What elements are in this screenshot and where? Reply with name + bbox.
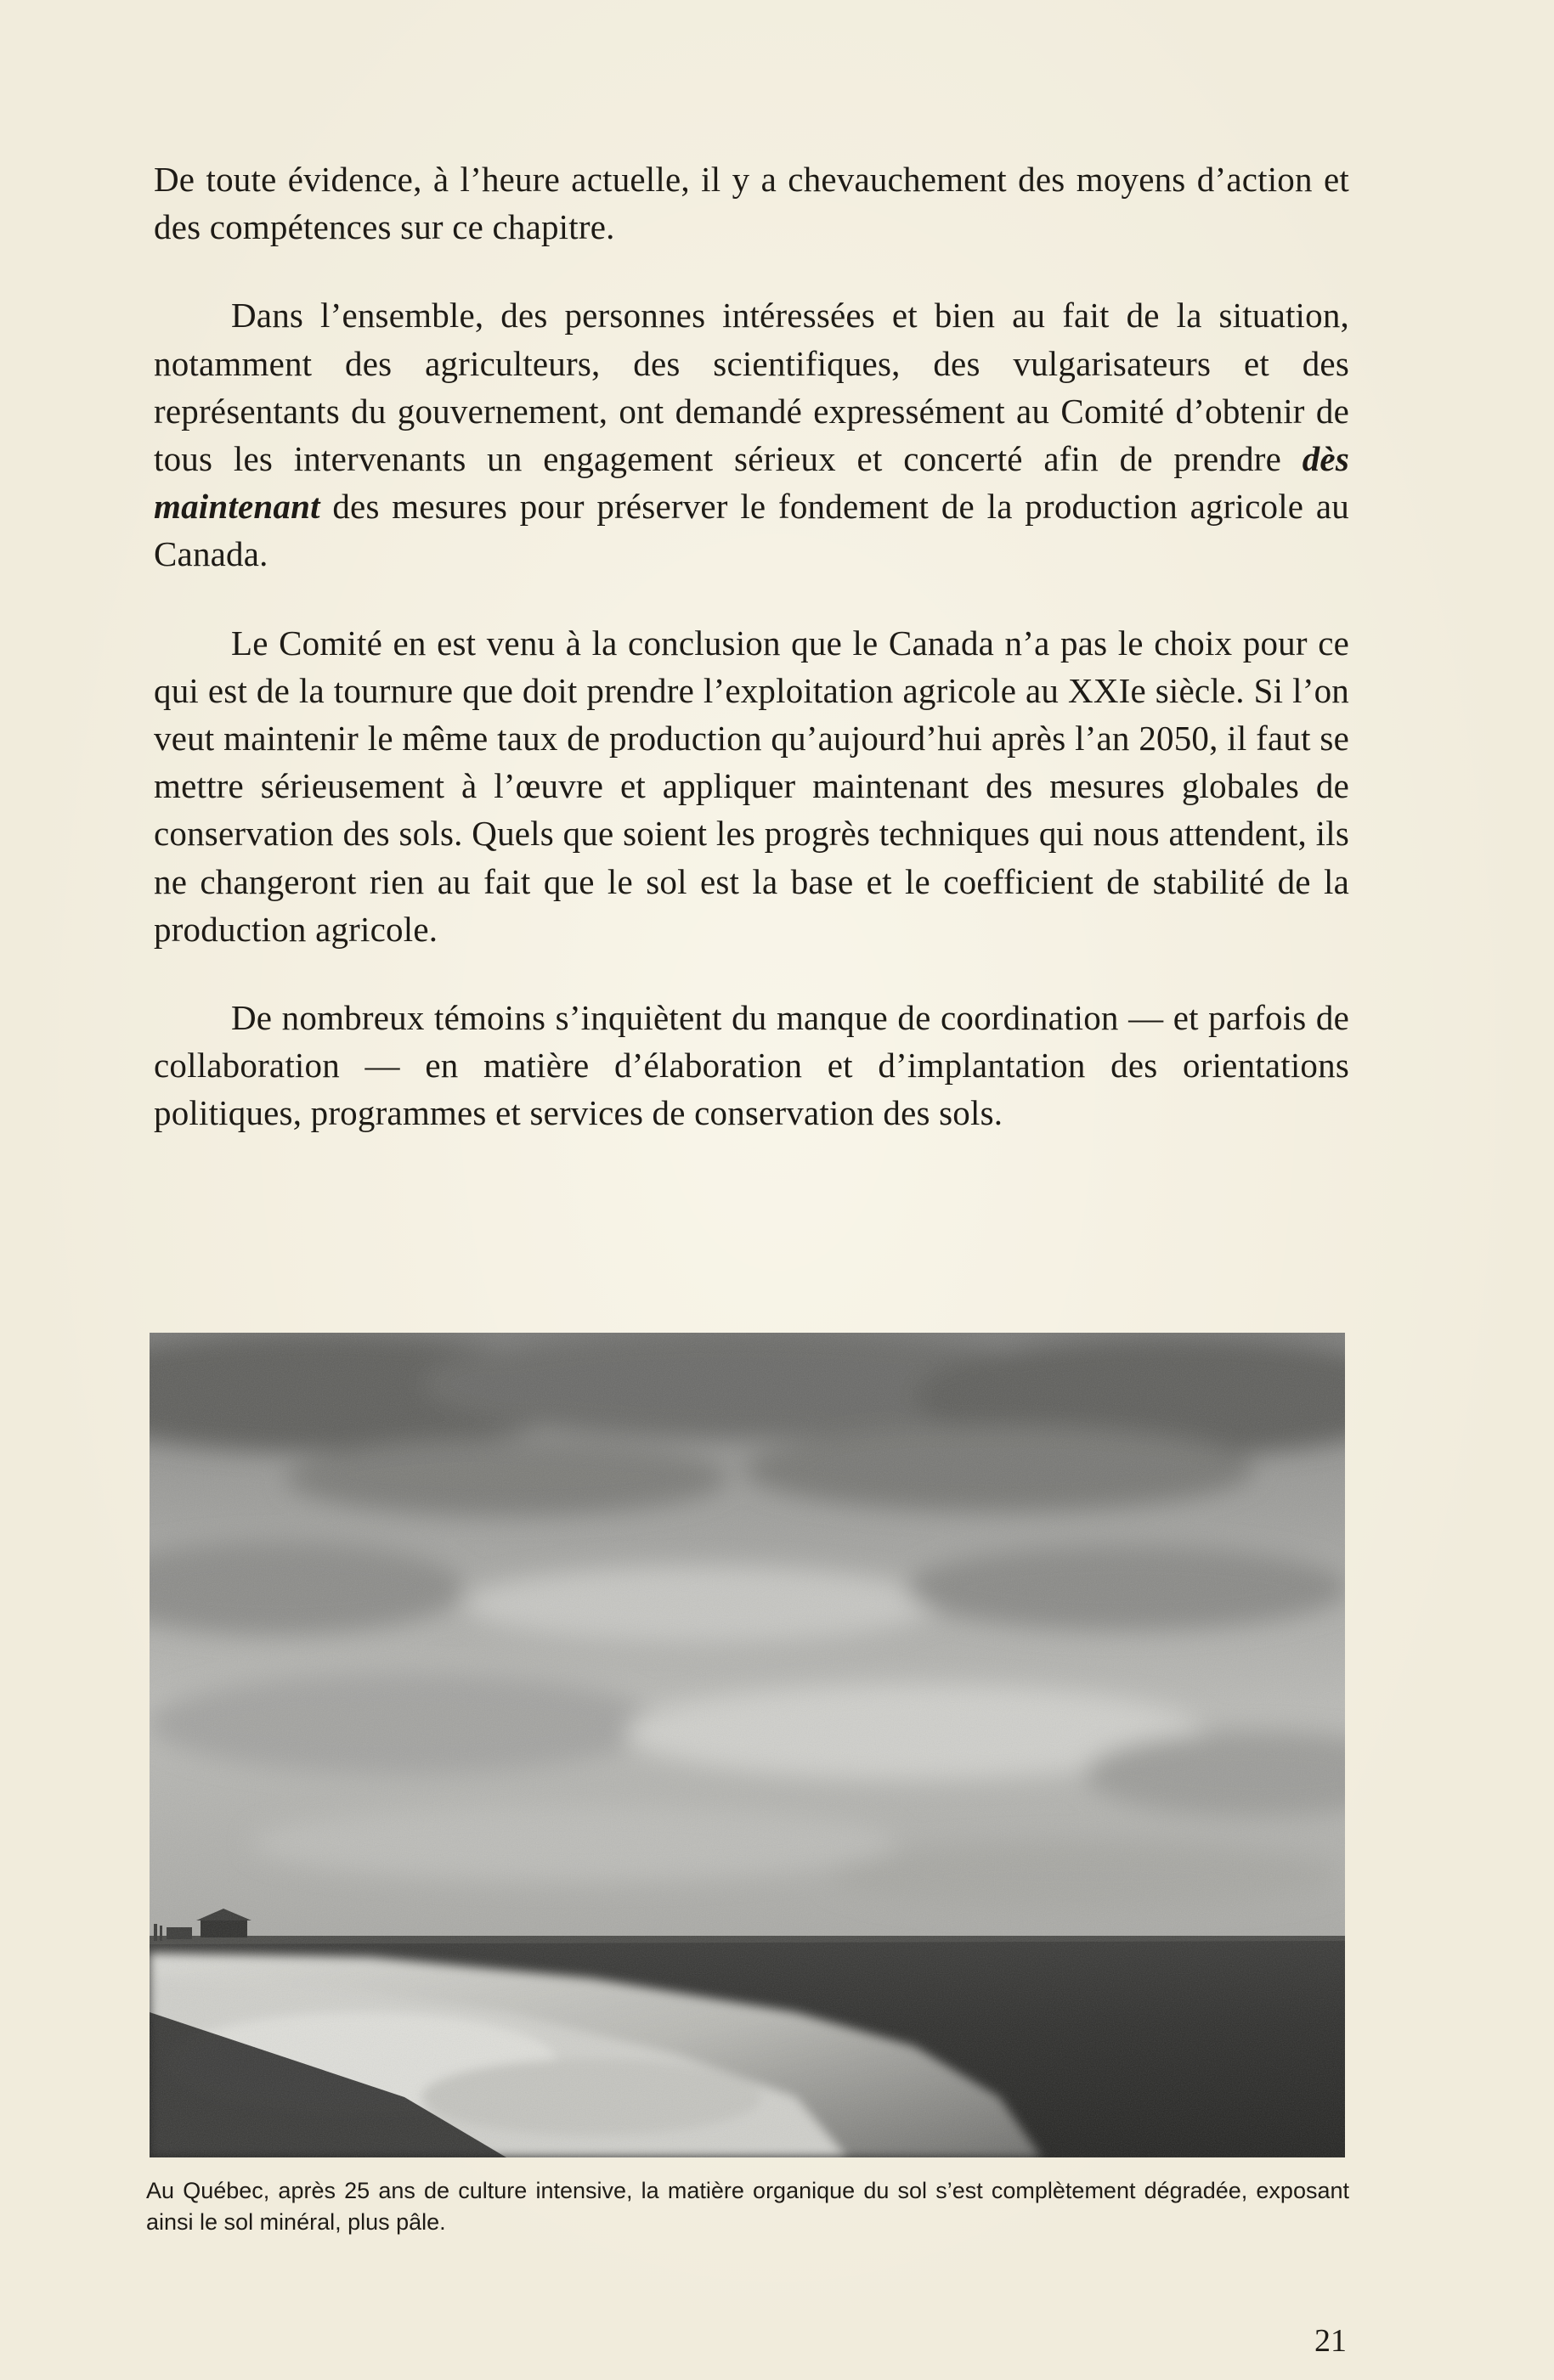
photo-caption: Au Québec, après 25 ans de culture intensive, la matière organique du sol s’est complètement dégradée, exposant ainsi le sol minéral, plus pâle.	[146, 2178, 1349, 2235]
field-photo-image	[150, 1333, 1345, 2157]
paragraph-2-text-after: des mesures pour préserver le fondement de la production agricole au Canada.	[154, 487, 1349, 574]
paragraph-2	[154, 291, 1349, 578]
field-photo	[150, 1333, 1345, 2157]
photo-grain	[150, 1333, 1345, 2157]
paragraph-3	[154, 619, 1349, 953]
paragraph-2-text: Dans l’ensemble, des personnes intéressées et bien au fait de la situation, notamment des agriculteurs, des scientifiques, des vulgarisateurs et des représentants du gouvernement, ont demandé expressément au Comité d’obtenir de tous les intervenants un engagement sérieux et concerté afin de prendre	[154, 296, 1349, 479]
paragraph-1	[154, 155, 1349, 251]
body-text	[154, 155, 1349, 1178]
paragraph-1-text: De toute évidence, à l’heure actuelle, il y a chevauchement des moyens d’action et des compétences sur ce chapitre.	[154, 160, 1349, 247]
paragraph-3-text: Le Comité en est venu à la conclusion que le Canada n’a pas le choix pour ce qui est de la tournure que doit prendre l’exploitation agricole au XXIe siècle. Si l’on veut maintenir le même taux de production qu’aujourd’hui après l’an 2050, il faut se mettre sérieusement à l’œuvre et appliquer maintenant des mesures globales de conservation des sols. Quels que soient les progrès techniques qui nous attendent, ils ne changeront rien au fait que le sol est la base et le coefficient de stabilité de la production agricole.	[154, 623, 1349, 949]
paragraph-2-emphasis: dès maintenant	[154, 439, 1349, 527]
paragraph-4-text: De nombreux témoins s’inquiètent du manque de coordination — et parfois de collaboration — en matière d’élaboration et d’implantation des orientations politiques, programmes et services de conservation des sols.	[154, 998, 1349, 1133]
paragraph-4	[154, 994, 1349, 1137]
page-number: 21	[1314, 2323, 1347, 2359]
